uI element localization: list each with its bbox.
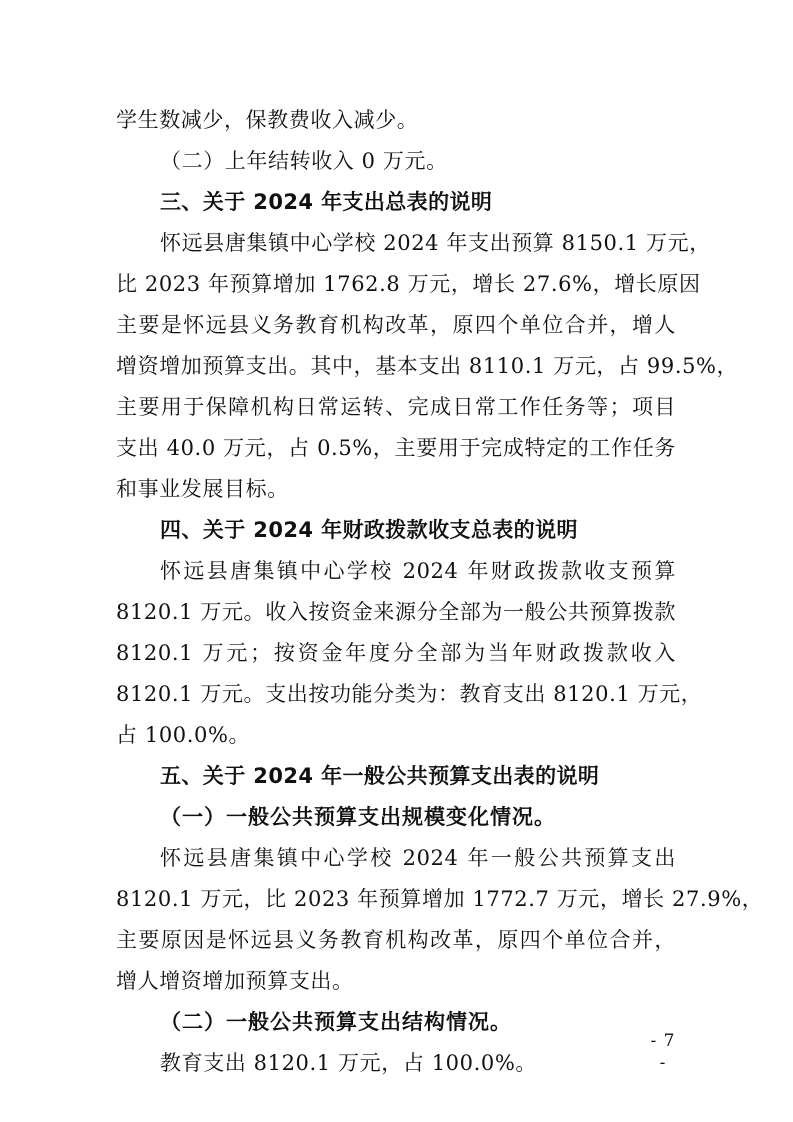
subsection-line-carryover: （二）上年结转收入 0 万元。	[160, 149, 448, 173]
paragraph-line-9: 支出 40.0 万元，占 0.5%，主要用于完成特定的工作任务	[116, 436, 676, 460]
paragraph-line-7: 增资增加预算支出。其中，基本支出 8110.1 万元，占 99.5%，	[116, 354, 739, 378]
section-heading-3: 三、关于 2024 年支出总表的说明	[160, 190, 493, 214]
paragraph-line-8: 主要用于保障机构日常运转、完成日常工作任务等；项目	[116, 395, 676, 419]
paragraph-line-22: 增人增资增加预算支出。	[116, 969, 354, 993]
paragraph-line-21: 主要原因是怀远县义务教育机构改革，原四个单位合并，	[116, 928, 676, 952]
paragraph-line-16: 占 100.0%。	[116, 723, 251, 747]
paragraph-line-5: 比 2023 年预算增加 1762.8 万元，增长 27.6%，增长原因	[116, 272, 701, 296]
paragraph-line-1: 学生数减少，保教费收入减少。	[116, 108, 419, 132]
paragraph-line-12: 怀远县唐集镇中心学校 2024 年财政拨款收支预算	[160, 559, 676, 583]
paragraph-line-6: 主要是怀远县义务教育机构改革，原四个单位合并，增人	[116, 313, 676, 337]
page-number: - 7 -	[650, 1031, 676, 1073]
paragraph-line-14: 8120.1 万元；按资金年度分全部为当年财政拨款收入	[116, 641, 676, 665]
subheading-structure: （二）一般公共预算支出结构情况。	[160, 1009, 512, 1034]
paragraph-line-15: 8120.1 万元。支出按功能分类为：教育支出 8120.1 万元，	[116, 682, 703, 706]
paragraph-line-4: 怀远县唐集镇中心学校 2024 年支出预算 8150.1 万元，	[160, 231, 711, 255]
paragraph-line-13: 8120.1 万元。收入按资金来源分全部为一般公共预算拨款	[116, 600, 676, 624]
paragraph-line-10: 和事业发展目标。	[116, 477, 289, 501]
paragraph-line-19: 怀远县唐集镇中心学校 2024 年一般公共预算支出	[160, 846, 676, 870]
subheading-scale-change: （一）一般公共预算支出规模变化情况。	[160, 804, 556, 829]
paragraph-line-24: 教育支出 8120.1 万元，占 100.0%。	[160, 1051, 537, 1075]
paragraph-line-20: 8120.1 万元，比 2023 年预算增加 1772.7 万元，增长 27.9%，	[116, 887, 764, 911]
section-heading-5: 五、关于 2024 年一般公共预算支出表的说明	[160, 764, 600, 788]
section-heading-4: 四、关于 2024 年财政拨款收支总表的说明	[160, 518, 578, 542]
